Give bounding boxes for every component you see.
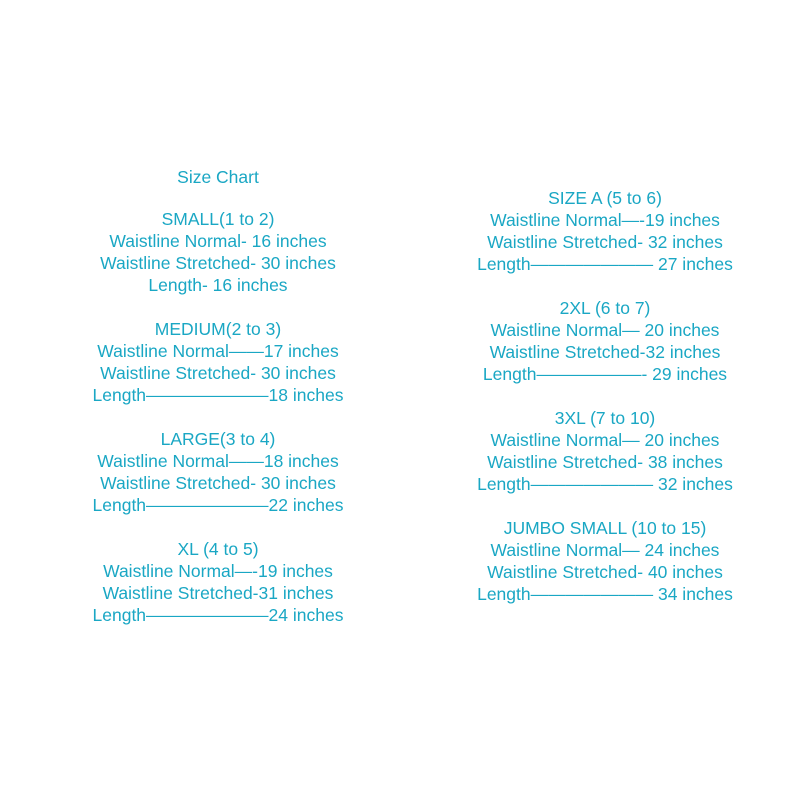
size-group-size-a — [455, 187, 755, 275]
size-chart-right-column — [455, 187, 755, 605]
length: Length——————- 29 inches — [482, 364, 728, 384]
waistline-normal: Waistline Normal——18 inches — [97, 451, 339, 471]
size-chart-title: Size Chart — [177, 167, 259, 187]
waistline-stretched: Waistline Stretched- 30 inches — [100, 253, 336, 273]
size-heading: MEDIUM(2 to 3) — [154, 319, 282, 339]
size-heading: JUMBO SMALL (10 to 15) — [503, 518, 707, 538]
size-group-xl — [68, 538, 368, 626]
length: Length——————— 32 inches — [477, 474, 733, 494]
length: Length——————— 27 inches — [477, 254, 733, 274]
size-group-3xl — [455, 407, 755, 495]
waistline-stretched: Waistline Stretched-31 inches — [102, 583, 334, 603]
waistline-normal: Waistline Normal- 16 inches — [109, 231, 327, 251]
size-group-large — [68, 428, 368, 516]
size-group-medium — [68, 318, 368, 406]
waistline-normal: Waistline Normal—-19 inches — [103, 561, 333, 581]
size-heading: LARGE(3 to 4) — [160, 429, 276, 449]
waistline-stretched: Waistline Stretched-32 inches — [489, 342, 721, 362]
size-heading: 2XL (6 to 7) — [559, 298, 651, 318]
size-group-small — [68, 208, 368, 296]
length: Length- 16 inches — [148, 275, 288, 295]
length: Length———————22 inches — [92, 495, 344, 515]
waistline-stretched: Waistline Stretched- 32 inches — [487, 232, 723, 252]
size-group-jumbo-small — [455, 517, 755, 605]
waistline-normal: Waistline Normal— 20 inches — [490, 430, 720, 450]
size-heading: SMALL(1 to 2) — [161, 209, 275, 229]
waistline-stretched: Waistline Stretched- 40 inches — [487, 562, 723, 582]
size-heading: SIZE A (5 to 6) — [548, 188, 662, 208]
waistline-normal: Waistline Normal— 20 inches — [490, 320, 720, 340]
length: Length———————24 inches — [92, 605, 344, 625]
size-heading: 3XL (7 to 10) — [554, 408, 656, 428]
size-heading: XL (4 to 5) — [177, 539, 259, 559]
waistline-stretched: Waistline Stretched- 30 inches — [100, 473, 336, 493]
waistline-normal: Waistline Normal— 24 inches — [490, 540, 720, 560]
length: Length——————— 34 inches — [477, 584, 733, 604]
length: Length———————18 inches — [92, 385, 344, 405]
waistline-stretched: Waistline Stretched- 30 inches — [100, 363, 336, 383]
size-group-2xl — [455, 297, 755, 385]
waistline-stretched: Waistline Stretched- 38 inches — [487, 452, 723, 472]
size-chart-left-column — [68, 166, 368, 626]
waistline-normal: Waistline Normal—-19 inches — [490, 210, 720, 230]
waistline-normal: Waistline Normal——17 inches — [97, 341, 339, 361]
